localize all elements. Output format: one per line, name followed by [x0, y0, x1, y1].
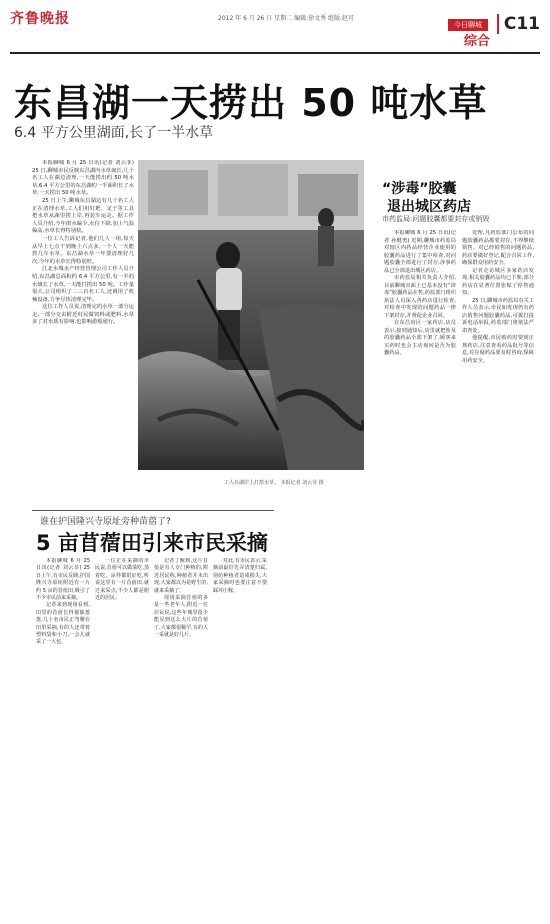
side-article-column-2 — [462, 230, 534, 510]
weed-clearing-photo — [138, 160, 364, 470]
side-headline-line2: 退出城区药店 — [387, 199, 471, 215]
lead-headline: 东昌湖一天捞出 50 吨水草 — [14, 81, 488, 125]
section-tag: 今日聊城 — [448, 19, 488, 31]
second-paragraph: 本报聊城 6 月 25 日讯(记者 刘云菲) 25 日上午,有市民反映,护国隆兴寺原址附近有一片约 5 亩的苜蓿田,吸引了不少市民前来采摘。 — [36, 558, 90, 602]
side-paragraph: 在东昌府区一家药店,店员表示,接到通知后,店里就把涉及的胶囊药品全部下架了,顾客来买药时也会主动询问是否为胶囊药品。 — [384, 320, 456, 356]
side-paragraph: 他提醒,市民购药时要到正规药店,注意查看药品批号等信息,对存疑药品要及时咨询,保障用药安全。 — [462, 335, 534, 364]
dateline: 2012 年 6 月 26 日 星期二 编辑:徐文秀 组版:赵可 — [218, 15, 355, 22]
side-paragraph: 25 日,聊城市药监局有关工作人员表示,市民如发现仍有药店销售问题胶囊药品,可拨打投诉电话举报,药监部门将依法严肃查处。 — [462, 297, 534, 334]
second-article-column-4 — [213, 558, 267, 742]
side-paragraph: 处理,凡药监部门公布的问题胶囊药品都要封存,不得继续销售。对已经销售的问题药品,药店要做好登记,配合召回工作,确保群众用药安全。 — [462, 230, 534, 266]
page-number: C11 — [497, 14, 540, 34]
lead-article-body — [32, 160, 134, 490]
second-headline: 5 亩苜蓿田引来市民采摘 — [36, 531, 268, 555]
side-paragraph: 本报聊城 6 月 25 日讯(记者 孙健勇) 近期,聊城市药监局对辖区内药品经营企业使用的胶囊药品进行了集中检查,对问题胶囊全部进行了封存,涉事药品已全部退出城区药店。 — [384, 230, 456, 274]
second-paragraph: 现场采摘苜蓿的多是一些老年人,附近一位居民说,这些年城里很少能见到这么大片的苜蓿了,大家都很稀罕,有的人一采就是好几斤。 — [154, 595, 208, 639]
side-headline-line1: “涉毒”胶囊 — [382, 181, 457, 197]
masthead — [10, 8, 540, 48]
section-name: 综合 — [463, 34, 490, 49]
second-paragraph: 记者来到现场看到,田里的苜蓿长得郁郁葱葱,几十名市民正弯腰在田里采摘,有的人还带着塑料袋和小刀,一会儿就采了一大包。 — [36, 602, 90, 646]
second-kicker: 谁在护国隆兴寺原址旁种苗蓿了? — [40, 517, 171, 527]
lead-photo — [138, 160, 364, 470]
second-article-column-2 — [95, 558, 149, 742]
second-article-column-1 — [36, 558, 90, 742]
newspaper-logo: 齐鲁晚报 — [10, 11, 70, 27]
lead-paragraph: 江北水城水产经营管理公司工作人员介绍,东昌湖总面积约 6.4 平方公里,有一半的水域长了水草,一天能打捞出 50 吨。工作量很大,公司组织了二三百名工人,还调用了机械设备,力争尽快清理完毕。 — [32, 266, 134, 303]
second-article-column-3 — [154, 558, 208, 742]
side-paragraph: 市药监局相关负责人介绍,目前聊城市面上已基本没有“涉毒”胶囊药品在售,药监部门组织执法人员深入各药店进行检查,对检查中发现的问题药品一律下架封存,并督促企业召回。 — [384, 275, 456, 319]
second-paragraph: 一位正在采摘的市民说,苜蓿可以做菜吃,蒸着吃、凉拌都很好吃,听说这里有一片苜蓿田,就过来采点,不少人都是附近的居民。 — [95, 558, 149, 602]
section-divider — [32, 510, 274, 511]
second-paragraph: 记者了解到,这片苜蓿是有人专门种植的,附近居民称,种植者并未出现,大家都以为是野生的,就来采摘了。 — [154, 558, 208, 594]
lead-paragraph: 25 日上午,聊城东昌湖边有几十名工人正在清理水草,工人们用钉耙、叉子等工具把水草从湖里捞上岸,再装车运走。据工作人员介绍,今年雨水偏少,水位下降,加上气温偏高,水草长得特别快。 — [32, 197, 134, 235]
lead-paragraph: 这位工作人员说,清理完的水草一部分运走,一部分交由附近村民做饲料或肥料,水草多了对水质有影响,也影响游船通行。 — [32, 304, 134, 326]
side-subhead: 市药监局:问题胶囊都要封存或销毁 — [382, 215, 490, 223]
photo-caption: 工人在湖岸上打捞水草。 本报记者 刘云菲 摄 — [224, 480, 324, 486]
lead-paragraph: 本报聊城 6 月 25 日讯(记者 刘云菲) 25 日,聊城市民反映东昌湖内水草疯长,几十名工人在湖边清理,一天能捞出约 50 吨水草,6.4 平方公里的东昌湖约一半面积长了水草,一天捞出 50 吨水草。 — [32, 160, 134, 197]
side-article-column-1 — [384, 230, 456, 510]
side-paragraph: 记者走访城区多家药店发现,相关胶囊药品均已下架,部分药店在显著位置张贴了停售通知。 — [462, 267, 534, 296]
second-paragraph: 对此,有市民表示,采摘前最好先弄清楚归属,别给种植者造成损失,大家采摘时也要注意不要踩坏庄稼。 — [213, 558, 267, 594]
masthead-rule — [10, 52, 540, 54]
lead-paragraph: 一位工人告诉记者,他们几人一组,每天从早上七点干到晚上六点多,一个人一天能捞几车水草。东昌湖水草一年要清理好几次,今年的水草长得特别旺。 — [32, 235, 134, 265]
lead-subhead: 6.4 平方公里湖面,长了一半水草 — [14, 125, 214, 141]
